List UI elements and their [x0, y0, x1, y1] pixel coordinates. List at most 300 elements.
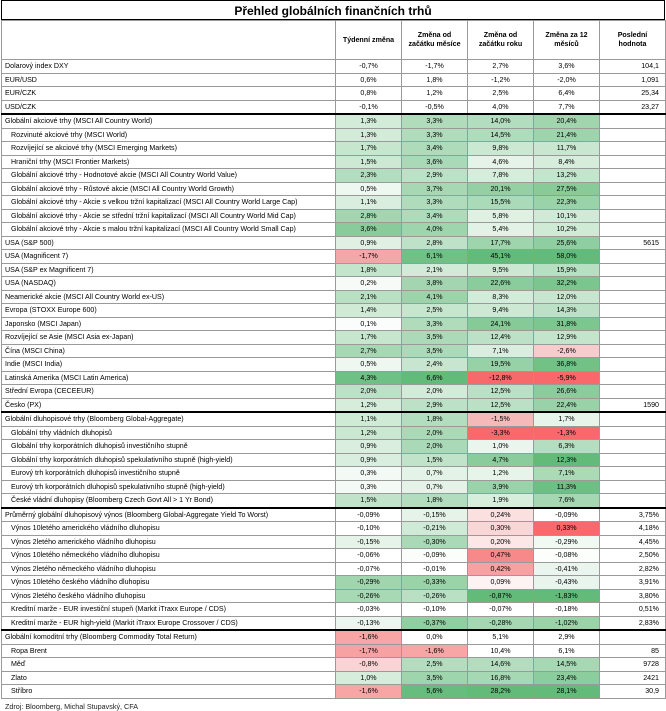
cell-last-value: 85: [600, 644, 666, 658]
row-label: Eurový trh korporátních dluhopisů spekulativního stupně (high-yield): [2, 480, 336, 494]
cell-12m: -0,09%: [534, 508, 600, 522]
cell-12m: 10,1%: [534, 209, 600, 223]
cell-mtd: 2,4%: [402, 358, 468, 372]
table-row: [2, 480, 666, 494]
cell-mtd: 6,1%: [402, 250, 468, 264]
cell-last-value: [600, 142, 666, 156]
source-note: Zdroj: Bloomberg, Michal Stupavský, CFA: [5, 701, 139, 711]
cell-mtd: 3,4%: [402, 142, 468, 156]
cell-last-value: [600, 290, 666, 304]
cell-12m: 15,9%: [534, 263, 600, 277]
table-row: [2, 87, 666, 101]
table-row: [2, 385, 666, 399]
cell-weekly: 0,6%: [336, 73, 402, 87]
cell-12m: 11,7%: [534, 142, 600, 156]
cell-mtd: 0,0%: [402, 630, 468, 644]
table-row: [2, 576, 666, 590]
table-row: [2, 412, 666, 426]
table-row: [2, 467, 666, 481]
cell-ytd: 28,2%: [468, 685, 534, 699]
cell-ytd: 5,4%: [468, 223, 534, 237]
cell-weekly: 1,5%: [336, 155, 402, 169]
table-row: [2, 344, 666, 358]
cell-last-value: 2,82%: [600, 562, 666, 576]
row-label: Eurový trh korporátních dluhopisů investičního stupně: [2, 467, 336, 481]
row-label: USA (S&P 500): [2, 236, 336, 250]
cell-last-value: 3,75%: [600, 508, 666, 522]
cell-ytd: 17,7%: [468, 236, 534, 250]
cell-weekly: -1,7%: [336, 250, 402, 264]
cell-mtd: 3,5%: [402, 331, 468, 345]
cell-mtd: -0,30%: [402, 535, 468, 549]
cell-ytd: 2,7%: [468, 60, 534, 74]
cell-12m: 7,7%: [534, 100, 600, 114]
cell-last-value: [600, 263, 666, 277]
cell-ytd: 8,3%: [468, 290, 534, 304]
cell-mtd: 4,0%: [402, 223, 468, 237]
cell-12m: 23,4%: [534, 671, 600, 685]
cell-weekly: 0,9%: [336, 440, 402, 454]
cell-weekly: 0,2%: [336, 277, 402, 291]
cell-ytd: 14,6%: [468, 658, 534, 672]
cell-last-value: [600, 128, 666, 142]
table-row: [2, 644, 666, 658]
cell-last-value: 3,80%: [600, 589, 666, 603]
cell-mtd: 1,8%: [402, 412, 468, 426]
cell-12m: 3,6%: [534, 60, 600, 74]
cell-12m: -0,18%: [534, 603, 600, 617]
table-row: [2, 658, 666, 672]
cell-mtd: -0,21%: [402, 522, 468, 536]
row-label: Rozvíjející se Asie (MSCI Asia ex-Japan): [2, 331, 336, 345]
cell-mtd: 4,1%: [402, 290, 468, 304]
cell-weekly: 0,5%: [336, 358, 402, 372]
cell-ytd: 1,0%: [468, 440, 534, 454]
cell-last-value: [600, 467, 666, 481]
cell-last-value: 2421: [600, 671, 666, 685]
cell-weekly: -0,8%: [336, 658, 402, 672]
row-label: USA (S&P ex Magnificent 7): [2, 263, 336, 277]
row-label: Globální trhy vládních dluhopisů: [2, 426, 336, 440]
cell-mtd: 1,8%: [402, 494, 468, 508]
cell-ytd: 0,47%: [468, 549, 534, 563]
cell-ytd: 12,5%: [468, 385, 534, 399]
cell-12m: 12,9%: [534, 331, 600, 345]
cell-12m: 11,3%: [534, 480, 600, 494]
table-row: [2, 549, 666, 563]
cell-ytd: 9,4%: [468, 304, 534, 318]
cell-12m: -0,41%: [534, 562, 600, 576]
cell-mtd: 2,5%: [402, 304, 468, 318]
cell-mtd: 2,1%: [402, 263, 468, 277]
cell-last-value: 104,1: [600, 60, 666, 74]
row-label: EUR/USD: [2, 73, 336, 87]
cell-last-value: [600, 358, 666, 372]
header-cell-mtd: Změna od začátku měsíce: [402, 21, 468, 60]
cell-mtd: 1,8%: [402, 73, 468, 87]
table-row: [2, 440, 666, 454]
row-label: Výnos 10letého amerického vládního dluhopisu: [2, 522, 336, 536]
cell-ytd: 10,4%: [468, 644, 534, 658]
cell-weekly: 0,3%: [336, 480, 402, 494]
cell-weekly: 2,0%: [336, 385, 402, 399]
cell-weekly: -0,15%: [336, 535, 402, 549]
cell-weekly: -1,7%: [336, 644, 402, 658]
cell-mtd: 0,7%: [402, 467, 468, 481]
row-label: Rozvinuté akciové trhy (MSCI World): [2, 128, 336, 142]
cell-last-value: [600, 371, 666, 385]
table-row: [2, 155, 666, 169]
cell-12m: 21,4%: [534, 128, 600, 142]
cell-last-value: [600, 426, 666, 440]
cell-last-value: 4,18%: [600, 522, 666, 536]
row-label: Globální akciové trhy - Hodnotové akcie (MSCI All Country World Value): [2, 169, 336, 183]
table-row: [2, 182, 666, 196]
header-cell-last: Poslední hodnota: [600, 21, 666, 60]
cell-last-value: [600, 304, 666, 318]
cell-mtd: 3,8%: [402, 277, 468, 291]
table-row: [2, 494, 666, 508]
cell-mtd: -0,15%: [402, 508, 468, 522]
row-label: Výnos 2letého amerického vládního dluhopisu: [2, 535, 336, 549]
cell-12m: 31,8%: [534, 317, 600, 331]
table-row: [2, 331, 666, 345]
cell-mtd: -0,09%: [402, 549, 468, 563]
cell-12m: 10,2%: [534, 223, 600, 237]
cell-ytd: 12,4%: [468, 331, 534, 345]
table-row: [2, 250, 666, 264]
cell-ytd: 7,1%: [468, 344, 534, 358]
row-label: Čína (MSCI China): [2, 344, 336, 358]
cell-mtd: 3,3%: [402, 128, 468, 142]
cell-12m: 25,6%: [534, 236, 600, 250]
cell-last-value: [600, 250, 666, 264]
table-row: [2, 317, 666, 331]
cell-ytd: 12,5%: [468, 398, 534, 412]
cell-weekly: -0,29%: [336, 576, 402, 590]
cell-mtd: 2,0%: [402, 440, 468, 454]
table-row: [2, 196, 666, 210]
cell-12m: -0,29%: [534, 535, 600, 549]
cell-12m: 0,33%: [534, 522, 600, 536]
cell-12m: 6,3%: [534, 440, 600, 454]
cell-ytd: -1,2%: [468, 73, 534, 87]
row-label: Střední Evropa (CECEEUR): [2, 385, 336, 399]
cell-12m: 14,5%: [534, 658, 600, 672]
table-row: [2, 73, 666, 87]
cell-12m: -1,83%: [534, 589, 600, 603]
row-label: USD/CZK: [2, 100, 336, 114]
cell-last-value: 4,45%: [600, 535, 666, 549]
table-row: [2, 685, 666, 699]
row-label: Globální dluhopisové trhy (Bloomberg Global-Aggregate): [2, 412, 336, 426]
cell-12m: 58,0%: [534, 250, 600, 264]
table-row: [2, 453, 666, 467]
row-label: Globální akciové trhy - Akcie s velkou tržní kapitalizací (MSCI All Country World Large Cap): [2, 196, 336, 210]
cell-mtd: 3,5%: [402, 344, 468, 358]
cell-weekly: 1,2%: [336, 426, 402, 440]
cell-12m: 7,1%: [534, 467, 600, 481]
cell-last-value: 25,34: [600, 87, 666, 101]
cell-last-value: [600, 494, 666, 508]
cell-weekly: 1,1%: [336, 196, 402, 210]
table-row: [2, 562, 666, 576]
cell-ytd: -12,8%: [468, 371, 534, 385]
cell-weekly: 1,5%: [336, 494, 402, 508]
table-row: [2, 277, 666, 291]
row-label: Měď: [2, 658, 336, 672]
cell-mtd: -0,37%: [402, 616, 468, 630]
cell-mtd: 2,9%: [402, 398, 468, 412]
cell-last-value: 1590: [600, 398, 666, 412]
cell-last-value: 2,83%: [600, 616, 666, 630]
cell-ytd: 9,8%: [468, 142, 534, 156]
row-label: Hraniční trhy (MSCI Frontier Markets): [2, 155, 336, 169]
row-label: Stříbro: [2, 685, 336, 699]
cell-last-value: [600, 209, 666, 223]
table-row: [2, 371, 666, 385]
cell-weekly: -0,03%: [336, 603, 402, 617]
cell-last-value: 2,50%: [600, 549, 666, 563]
cell-last-value: [600, 344, 666, 358]
cell-weekly: 1,2%: [336, 398, 402, 412]
cell-weekly: -0,13%: [336, 616, 402, 630]
cell-ytd: 20,1%: [468, 182, 534, 196]
cell-ytd: 5,8%: [468, 209, 534, 223]
cell-12m: 6,4%: [534, 87, 600, 101]
cell-weekly: -0,1%: [336, 100, 402, 114]
table-row: [2, 535, 666, 549]
cell-weekly: 1,8%: [336, 263, 402, 277]
cell-weekly: -0,26%: [336, 589, 402, 603]
cell-ytd: 0,24%: [468, 508, 534, 522]
row-label: Dolarový index DXY: [2, 60, 336, 74]
cell-12m: 6,1%: [534, 644, 600, 658]
cell-last-value: [600, 317, 666, 331]
cell-ytd: 7,8%: [468, 169, 534, 183]
cell-last-value: [600, 480, 666, 494]
cell-12m: 12,0%: [534, 290, 600, 304]
cell-12m: 27,5%: [534, 182, 600, 196]
cell-12m: 22,4%: [534, 398, 600, 412]
cell-ytd: 45,1%: [468, 250, 534, 264]
cell-ytd: 4,7%: [468, 453, 534, 467]
cell-mtd: 2,0%: [402, 385, 468, 399]
cell-weekly: 2,3%: [336, 169, 402, 183]
table-row: [2, 398, 666, 412]
row-label: Globální trhy korporátních dluhopisů spekulativního stupně (high-yield): [2, 453, 336, 467]
row-label: Indie (MSCI India): [2, 358, 336, 372]
cell-12m: 32,2%: [534, 277, 600, 291]
cell-12m: 28,1%: [534, 685, 600, 699]
cell-ytd: -3,3%: [468, 426, 534, 440]
row-label: Rozvíjející se akciové trhy (MSCI Emerging Markets): [2, 142, 336, 156]
table-row: [2, 263, 666, 277]
cell-weekly: -0,07%: [336, 562, 402, 576]
cell-last-value: 1,091: [600, 73, 666, 87]
cell-mtd: 3,6%: [402, 155, 468, 169]
table-row: [2, 60, 666, 74]
cell-last-value: 5615: [600, 236, 666, 250]
row-label: Globální akciové trhy - Růstové akcie (MSCI All Country World Growth): [2, 182, 336, 196]
cell-mtd: 3,3%: [402, 317, 468, 331]
header-cell-weekly: Týdenní změna: [336, 21, 402, 60]
cell-mtd: 3,7%: [402, 182, 468, 196]
cell-weekly: 1,7%: [336, 142, 402, 156]
cell-mtd: -1,6%: [402, 644, 468, 658]
cell-mtd: 0,7%: [402, 480, 468, 494]
table-row: [2, 142, 666, 156]
row-label: České vládní dluhopisy (Bloomberg Czech Govt All > 1 Yr Bond): [2, 494, 336, 508]
header-cell-12m: Změna za 12 měsíců: [534, 21, 600, 60]
cell-weekly: 0,3%: [336, 467, 402, 481]
cell-weekly: 0,5%: [336, 182, 402, 196]
row-label: USA (Magnificent 7): [2, 250, 336, 264]
cell-12m: -1,02%: [534, 616, 600, 630]
row-label: Výnos 10letého českého vládního dluhopisu: [2, 576, 336, 590]
table-row: [2, 290, 666, 304]
cell-ytd: -1,5%: [468, 412, 534, 426]
row-label: Kreditní marže - EUR investiční stupeň (Markit iTraxx Europe / CDS): [2, 603, 336, 617]
cell-ytd: 22,6%: [468, 277, 534, 291]
table-row: [2, 589, 666, 603]
cell-weekly: -1,6%: [336, 630, 402, 644]
cell-mtd: 2,9%: [402, 169, 468, 183]
report: [1, 0, 665, 711]
cell-weekly: -0,7%: [336, 60, 402, 74]
cell-12m: 26,6%: [534, 385, 600, 399]
cell-ytd: 0,20%: [468, 535, 534, 549]
cell-last-value: [600, 453, 666, 467]
cell-ytd: 14,0%: [468, 114, 534, 128]
table-row: [2, 236, 666, 250]
row-label: Výnos 2letého německého vládního dluhopisu: [2, 562, 336, 576]
table-row: [2, 100, 666, 114]
cell-mtd: 3,3%: [402, 114, 468, 128]
cell-last-value: 3,91%: [600, 576, 666, 590]
cell-12m: 8,4%: [534, 155, 600, 169]
row-label: Globální trhy korporátních dluhopisů investičního stupně: [2, 440, 336, 454]
row-label: USA (NASDAQ): [2, 277, 336, 291]
table-row: [2, 616, 666, 630]
row-label: Globální komoditní trhy (Bloomberg Commodity Total Return): [2, 630, 336, 644]
cell-ytd: -0,07%: [468, 603, 534, 617]
row-label: Česko (PX): [2, 398, 336, 412]
cell-mtd: 6,6%: [402, 371, 468, 385]
cell-ytd: 19,5%: [468, 358, 534, 372]
cell-12m: 20,4%: [534, 114, 600, 128]
cell-last-value: [600, 223, 666, 237]
row-label: Zlato: [2, 671, 336, 685]
cell-weekly: -0,10%: [336, 522, 402, 536]
cell-weekly: 4,3%: [336, 371, 402, 385]
cell-weekly: -1,6%: [336, 685, 402, 699]
cell-ytd: 0,42%: [468, 562, 534, 576]
cell-last-value: [600, 440, 666, 454]
cell-ytd: 2,5%: [468, 87, 534, 101]
row-label: Průměrný globální dluhopisový výnos (Bloomberg Global-Aggregate Yield To Worst): [2, 508, 336, 522]
row-label: Evropa (STOXX Europe 600): [2, 304, 336, 318]
cell-mtd: -0,26%: [402, 589, 468, 603]
cell-mtd: -1,7%: [402, 60, 468, 74]
table-body: [2, 60, 666, 699]
cell-ytd: 1,9%: [468, 494, 534, 508]
header-row: [2, 21, 666, 60]
cell-12m: -0,08%: [534, 549, 600, 563]
cell-last-value: [600, 412, 666, 426]
cell-mtd: -0,33%: [402, 576, 468, 590]
row-label: Kreditní marže - EUR high-yield (Markit iTraxx Europe Crossover / CDS): [2, 616, 336, 630]
cell-weekly: 1,1%: [336, 412, 402, 426]
cell-12m: -1,3%: [534, 426, 600, 440]
row-label: Výnos 2letého českého vládního dluhopisu: [2, 589, 336, 603]
cell-weekly: 3,6%: [336, 223, 402, 237]
cell-last-value: [600, 169, 666, 183]
cell-ytd: -0,87%: [468, 589, 534, 603]
cell-weekly: 1,4%: [336, 304, 402, 318]
cell-mtd: 1,2%: [402, 87, 468, 101]
cell-last-value: [600, 114, 666, 128]
cell-ytd: 9,5%: [468, 263, 534, 277]
cell-12m: 1,7%: [534, 412, 600, 426]
cell-ytd: 4,6%: [468, 155, 534, 169]
table-row: [2, 128, 666, 142]
cell-weekly: 1,7%: [336, 331, 402, 345]
cell-12m: -2,0%: [534, 73, 600, 87]
cell-ytd: -0,28%: [468, 616, 534, 630]
table-row: [2, 671, 666, 685]
table-row: [2, 508, 666, 522]
row-label: EUR/CZK: [2, 87, 336, 101]
cell-ytd: 1,2%: [468, 467, 534, 481]
row-label: Ropa Brent: [2, 644, 336, 658]
cell-mtd: 3,3%: [402, 196, 468, 210]
cell-last-value: 23,27: [600, 100, 666, 114]
header-cell-label: [2, 21, 336, 60]
cell-last-value: [600, 182, 666, 196]
table-row: [2, 630, 666, 644]
cell-weekly: 0,9%: [336, 236, 402, 250]
cell-weekly: 1,3%: [336, 114, 402, 128]
cell-12m: 7,6%: [534, 494, 600, 508]
cell-last-value: [600, 385, 666, 399]
cell-weekly: -0,06%: [336, 549, 402, 563]
cell-weekly: 2,1%: [336, 290, 402, 304]
cell-12m: 14,3%: [534, 304, 600, 318]
table-row: [2, 522, 666, 536]
cell-mtd: 2,0%: [402, 426, 468, 440]
table-row: [2, 209, 666, 223]
cell-weekly: -0,09%: [336, 508, 402, 522]
cell-12m: -2,6%: [534, 344, 600, 358]
cell-mtd: 5,6%: [402, 685, 468, 699]
cell-last-value: 9728: [600, 658, 666, 672]
table-row: [2, 358, 666, 372]
row-label: Globální akciové trhy - Akcie s malou tržní kapitalizací (MSCI All Country World Small Cap): [2, 223, 336, 237]
table-row: [2, 426, 666, 440]
cell-mtd: -0,10%: [402, 603, 468, 617]
cell-ytd: 5,1%: [468, 630, 534, 644]
cell-ytd: 15,5%: [468, 196, 534, 210]
cell-mtd: 2,8%: [402, 236, 468, 250]
cell-12m: -5,9%: [534, 371, 600, 385]
row-label: Latinská Amerika (MSCI Latin America): [2, 371, 336, 385]
cell-mtd: 1,5%: [402, 453, 468, 467]
cell-12m: -0,43%: [534, 576, 600, 590]
cell-12m: 36,8%: [534, 358, 600, 372]
cell-last-value: 30,9: [600, 685, 666, 699]
table-row: [2, 603, 666, 617]
